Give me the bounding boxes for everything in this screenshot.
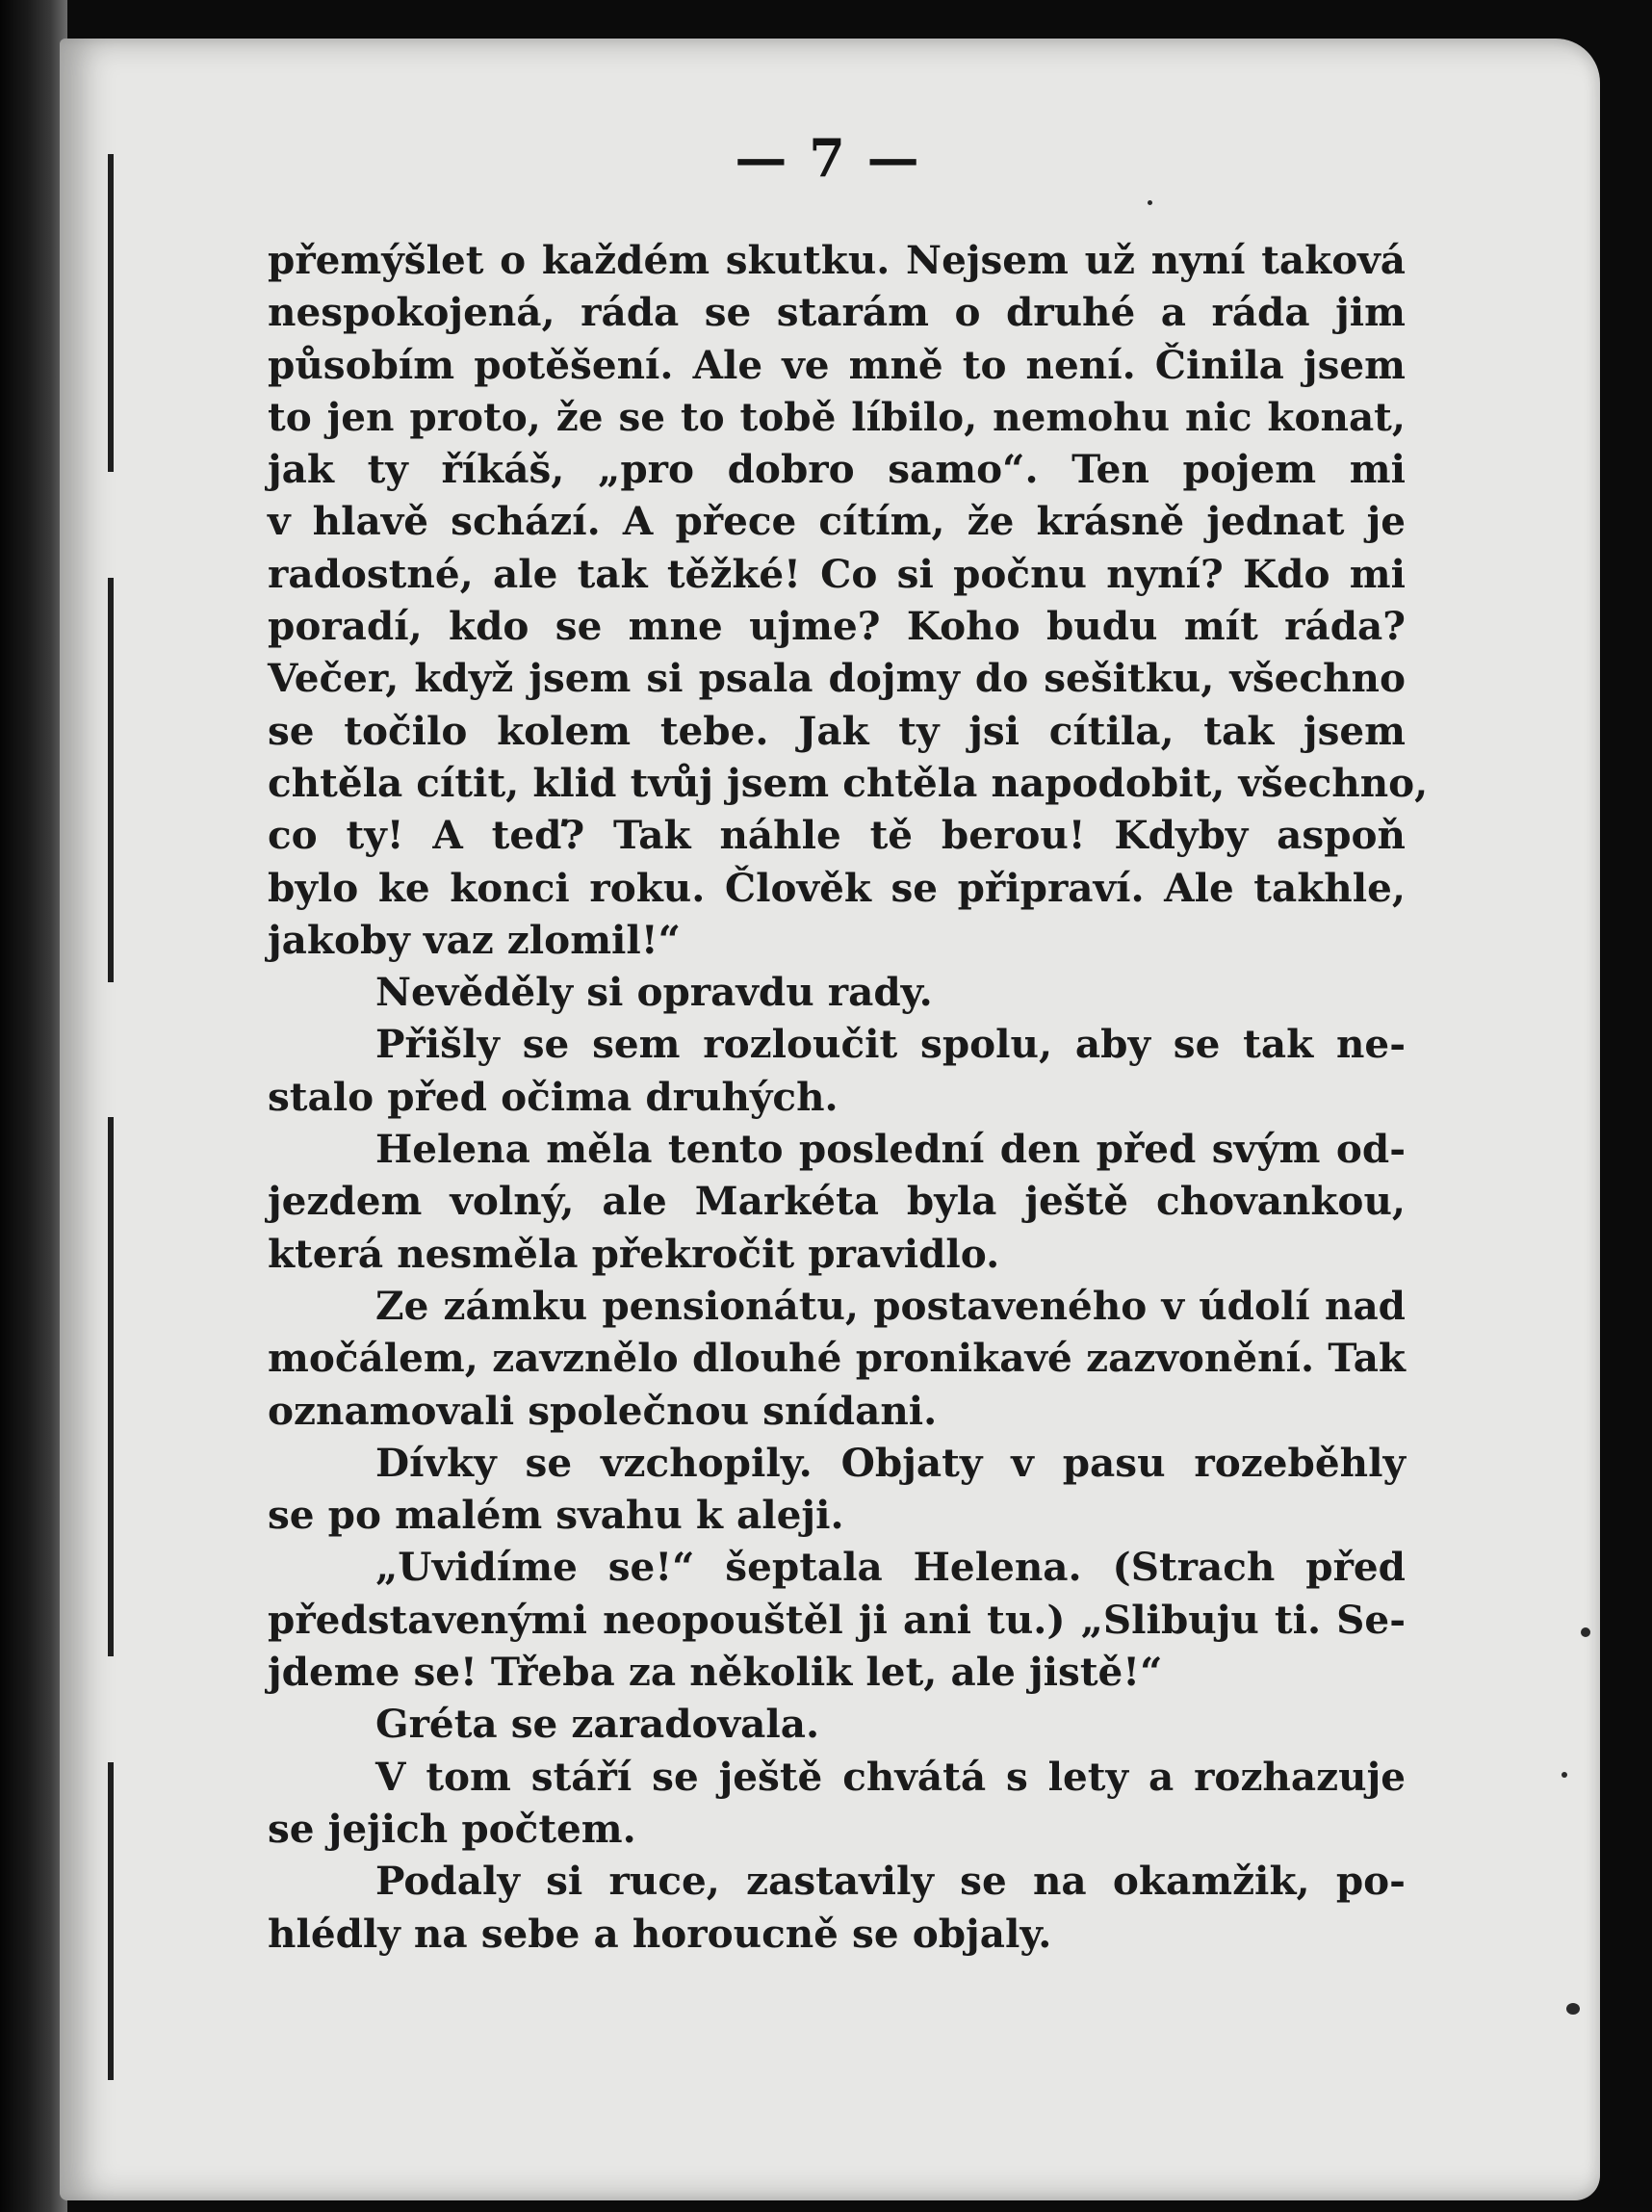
text-line: V tom stáří se ještě chvátá s lety a rozhazuje [375, 1753, 1406, 1800]
text-line: „Uvidíme se!“ šeptala Helena. (Strach před [375, 1544, 1406, 1591]
text-line: která nesměla překročit pravidlo. [268, 1230, 1000, 1277]
gutter-mark [108, 578, 114, 982]
text-line: představenými neopouštěl ji ani tu.) „Slibuju ti. Se- [268, 1596, 1406, 1643]
paper-speck [1581, 1627, 1590, 1637]
text-line: jdeme se! Třeba za několik let, ale jistě!“ [268, 1649, 1163, 1696]
text-line: v hlavě schází. A přece cítím, že krásně jednat je [268, 498, 1406, 545]
text-line: Večer, když jsem si psala dojmy do sešitku, všechno [268, 655, 1406, 702]
text-line: to jen proto, že se to tobě líbilo, nemohu nic konat, [268, 393, 1406, 440]
gutter-mark [108, 1117, 114, 1656]
paper-speck [1148, 200, 1152, 205]
text-line: poradí, kdo se mne ujme? Koho budu mít ráda? [268, 603, 1406, 650]
body-text [268, 234, 1429, 1960]
binding-shadow [0, 0, 67, 2212]
text-line: jak ty říkáš, „pro dobro samo“. Ten pojem mi [268, 446, 1406, 493]
text-line: se po malém svahu k aleji. [268, 1492, 844, 1539]
paper-speck [1562, 1772, 1567, 1778]
text-line: působím potěšení. Ale ve mně to není. Činila jsem [268, 341, 1406, 388]
text-line: jezdem volný, ale Markéta byla ještě chovankou, [268, 1178, 1406, 1225]
text-line: se točilo kolem tebe. Jak ty jsi cítila, tak jsem [268, 707, 1406, 754]
text-line: stalo před očima druhých. [268, 1073, 839, 1120]
text-line: Přišly se sem rozloučit spolu, aby se tak ne- [375, 1021, 1406, 1068]
text-line: radostné, ale tak těžké! Co si počnu nyní? Kdo mi [268, 550, 1406, 597]
text-line: co ty! A teď? Tak náhle tě berou! Kdyby aspoň [268, 812, 1406, 859]
gutter-mark [108, 1762, 114, 2080]
text-line: Ze zámku pensionátu, postaveného v údolí nad [375, 1282, 1406, 1329]
text-line: jakoby vaz zlomil!“ [268, 916, 681, 963]
text-line: se jejich počtem. [268, 1805, 636, 1852]
paper-speck [1566, 2003, 1580, 2015]
text-line: chtěla cítit, klid tvůj jsem chtěla napodobit, všechno, [268, 759, 1429, 806]
text-line: močálem, zavznělo dlouhé pronikavé zazvonění. Tak [268, 1335, 1406, 1382]
text-line: Podaly si ruce, zastavily se na okamžik, po- [375, 1858, 1406, 1905]
text-line: oznamovali společnou snídani. [268, 1387, 938, 1434]
gutter-mark [108, 154, 114, 472]
text-line: Dívky se vzchopily. Objaty v pasu rozeběhly [375, 1439, 1406, 1486]
text-line: hlédly na sebe a horoucně se objaly. [268, 1910, 1052, 1957]
text-line: bylo ke konci roku. Člověk se připraví. Ale takhle, [268, 864, 1406, 911]
page-number: — 7 — [735, 127, 921, 189]
text-line: Helena měla tento poslední den před svým od- [375, 1126, 1406, 1173]
text-line: Gréta se zaradovala. [375, 1701, 820, 1748]
text-line: Nevěděly si opravdu rady. [375, 969, 933, 1016]
text-line: přemýšlet o každém skutku. Nejsem už nyní taková [268, 237, 1406, 283]
text-line: nespokojená, ráda se starám o druhé a ráda jim [268, 289, 1406, 336]
